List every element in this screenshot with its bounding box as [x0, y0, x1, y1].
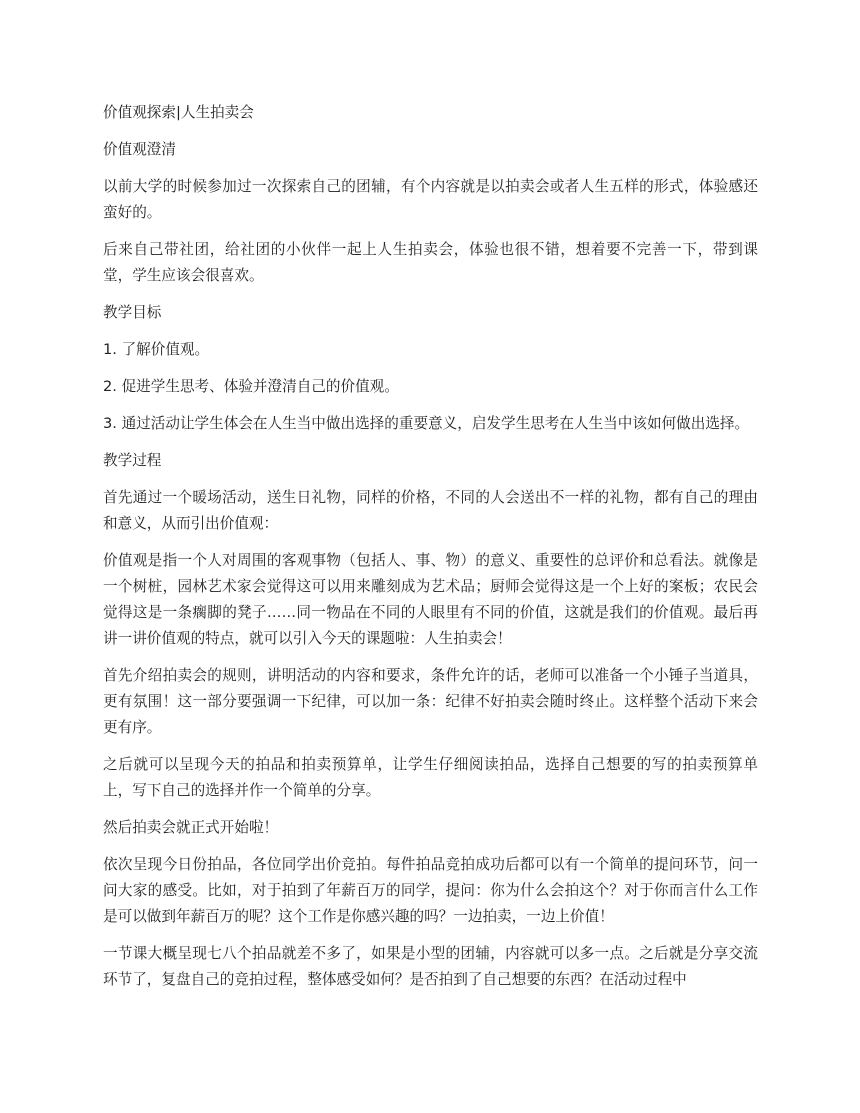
- paragraph: 价值观是指一个人对周围的客观事物（包括人、事、物）的意义、重要性的总评价和总看法。就像是一个树桩，园林艺术家会觉得这可以用来雕刻成为艺术品；厨师会觉得这是一个上好的案板；农民会觉得这是一条瘸脚的凳子……同一物品在不同的人眼里有不同的价值，这就是我们的价值观。最后再讲一讲价值观的特点，就可以引入今天的课题啦：人生拍卖会！: [103, 552, 758, 647]
- paragraph: 后来自己带社团，给社团的小伙伴一起上人生拍卖会，体验也很不错，想着要不完善一下，带到课堂，学生应该会很喜欢。: [103, 241, 758, 284]
- paragraph: 依次呈现今日份拍品，各位同学出价竞拍。每件拍品竞拍成功后都可以有一个简单的提问环节，问一问大家的感受。比如，对于拍到了年薪百万的同学，提问：你为什么会拍这个？对于你而言什么工作是可以做到年薪百万的呢？这个工作是你感兴趣的吗？一边拍卖，一边上价值！: [103, 856, 758, 925]
- section-heading: 教学过程: [103, 452, 162, 469]
- paragraph: 一节课大概呈现七八个拍品就差不多了，如果是小型的团辅，内容就可以多一点。之后就是分享交流环节了，复盘自己的竞拍过程，整体感受如何？是否拍到了自己想要的东西？在活动过程中: [103, 945, 758, 988]
- paragraph: 以前大学的时候参加过一次探索自己的团辅，有个内容就是以拍卖会或者人生五样的形式，体验感还蛮好的。: [103, 178, 758, 221]
- paragraph: 之后就可以呈现今天的拍品和拍卖预算单，让学生仔细阅读拍品，选择自己想要的写的拍卖预算单上，写下自己的选择并作一个简单的分享。: [103, 756, 758, 799]
- list-item: 2. 促进学生思考、体验并澄清自己的价值观。: [103, 378, 399, 395]
- paragraph: 首先通过一个暖场活动，送生日礼物，同样的价格，不同的人会送出不一样的礼物，都有自己的理由和意义，从而引出价值观：: [103, 489, 758, 532]
- section-heading: 价值观澄清: [103, 141, 176, 158]
- paragraph: 首先介绍拍卖会的规则，讲明活动的内容和要求，条件允许的话，老师可以准备一个小锤子当道具，更有氛围！这一部分要强调一下纪律，可以加一条：纪律不好拍卖会随时终止。这样整个活动下来会更有序。: [103, 667, 758, 736]
- paragraph: 然后拍卖会就正式开始啦！: [103, 819, 279, 836]
- document-body: [103, 100, 758, 1004]
- list-item: 1. 了解价值观。: [103, 341, 210, 358]
- list-item: 3. 通过活动让学生体会在人生当中做出选择的重要意义，启发学生思考在人生当中该如何做出选择。: [103, 415, 750, 432]
- section-heading: 教学目标: [103, 304, 162, 321]
- document-title: 价值观探索|人生拍卖会: [103, 104, 254, 121]
